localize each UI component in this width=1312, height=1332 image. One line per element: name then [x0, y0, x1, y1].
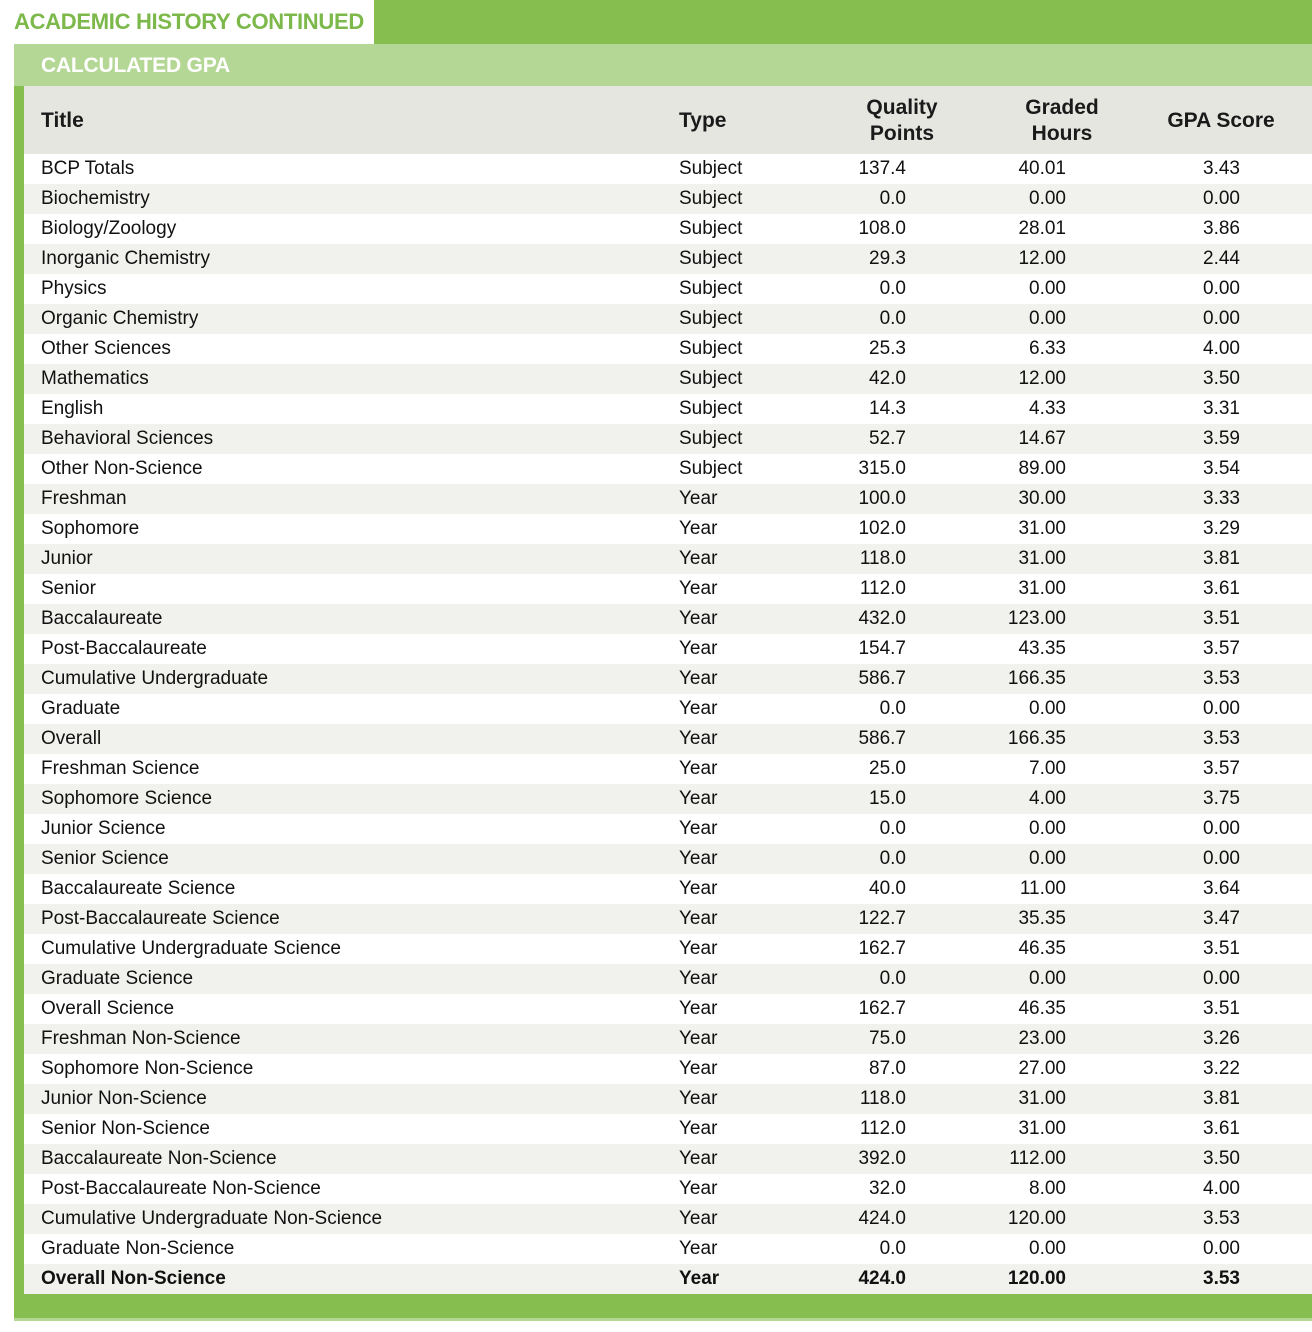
row-graded-hours: 31.00 — [1018, 578, 1066, 599]
row-gpa-score: 3.26 — [1203, 1028, 1240, 1049]
row-quality-points: 15.0 — [869, 788, 906, 809]
row-type: Subject — [679, 278, 743, 299]
row-type: Year — [679, 1148, 718, 1169]
row-graded-hours: 46.35 — [1018, 998, 1066, 1019]
row-gpa-score: 0.00 — [1203, 968, 1240, 989]
row-graded-hours: 40.01 — [1018, 158, 1066, 179]
column-header-gpa-score: GPA Score — [1167, 109, 1275, 132]
row-graded-hours: 23.00 — [1018, 1028, 1066, 1049]
row-graded-hours: 4.33 — [1029, 398, 1066, 419]
row-graded-hours: 46.35 — [1018, 938, 1066, 959]
row-graded-hours: 0.00 — [1029, 188, 1066, 209]
row-graded-hours: 166.35 — [1007, 668, 1066, 689]
column-header-graded-hours-line1: Graded — [1025, 96, 1099, 119]
row-title: Overall Non-Science — [41, 1268, 226, 1289]
table-row — [24, 154, 1312, 184]
row-quality-points: 0.0 — [879, 698, 906, 719]
row-type: Year — [679, 938, 718, 959]
row-quality-points: 137.4 — [858, 158, 906, 179]
row-quality-points: 0.0 — [879, 278, 906, 299]
row-quality-points: 112.0 — [859, 578, 906, 599]
row-graded-hours: 43.35 — [1018, 638, 1066, 659]
row-gpa-score: 3.53 — [1203, 668, 1240, 689]
table-row — [24, 1204, 1312, 1234]
row-type: Year — [679, 1088, 718, 1109]
row-quality-points: 29.3 — [869, 248, 906, 269]
row-type: Year — [679, 878, 718, 899]
row-title: Post-Baccalaureate Non-Science — [41, 1178, 321, 1199]
row-title: Sophomore — [41, 518, 140, 539]
column-header-type: Type — [679, 109, 727, 132]
row-type: Year — [679, 578, 718, 599]
row-type: Year — [679, 1118, 718, 1139]
table-row — [24, 1054, 1312, 1084]
row-graded-hours: 30.00 — [1018, 488, 1066, 509]
table-row — [24, 334, 1312, 364]
section-title: ACADEMIC HISTORY CONTINUED — [14, 9, 364, 34]
row-graded-hours: 6.33 — [1029, 338, 1066, 359]
row-quality-points: 424.0 — [858, 1208, 906, 1229]
table-body — [24, 154, 1312, 1294]
row-type: Subject — [679, 428, 743, 449]
table-row — [24, 934, 1312, 964]
row-title: English — [41, 398, 104, 419]
row-quality-points: 87.0 — [869, 1058, 906, 1079]
row-type: Year — [679, 1178, 718, 1199]
row-type: Year — [679, 548, 718, 569]
table-row — [24, 1264, 1312, 1294]
row-type: Year — [679, 848, 718, 869]
table-row — [24, 814, 1312, 844]
row-type: Subject — [679, 218, 743, 239]
row-quality-points: 162.7 — [858, 998, 906, 1019]
row-gpa-score: 3.64 — [1203, 878, 1240, 899]
row-gpa-score: 2.44 — [1203, 248, 1240, 269]
row-graded-hours: 14.67 — [1018, 428, 1066, 449]
row-gpa-score: 0.00 — [1203, 308, 1240, 329]
row-quality-points: 0.0 — [879, 1238, 906, 1259]
table-row — [24, 754, 1312, 784]
table-row — [24, 994, 1312, 1024]
table-row — [24, 604, 1312, 634]
row-graded-hours: 7.00 — [1029, 758, 1066, 779]
row-gpa-score: 3.43 — [1203, 158, 1240, 179]
row-title: Post-Baccalaureate — [41, 638, 207, 659]
row-title: Graduate — [41, 698, 121, 719]
row-title: Cumulative Undergraduate — [41, 668, 269, 689]
row-title: Baccalaureate Science — [41, 878, 236, 899]
row-graded-hours: 35.35 — [1018, 908, 1066, 929]
row-gpa-score: 3.33 — [1203, 488, 1240, 509]
row-gpa-score: 3.50 — [1203, 368, 1240, 389]
row-title: Sophomore Non-Science — [41, 1058, 254, 1079]
row-type: Subject — [679, 458, 743, 479]
row-title: Mathematics — [41, 368, 149, 389]
row-gpa-score: 3.29 — [1203, 518, 1240, 539]
row-title: Baccalaureate — [41, 608, 163, 629]
row-title: Biology/Zoology — [41, 218, 177, 239]
row-gpa-score: 3.53 — [1203, 1208, 1240, 1229]
row-title: Freshman Science — [41, 758, 200, 779]
row-gpa-score: 3.81 — [1203, 1088, 1240, 1109]
row-type: Subject — [679, 188, 743, 209]
table-row — [24, 484, 1312, 514]
row-graded-hours: 12.00 — [1018, 368, 1066, 389]
row-quality-points: 40.0 — [869, 878, 906, 899]
row-graded-hours: 11.00 — [1019, 878, 1066, 899]
row-title: Cumulative Undergraduate Non-Science — [41, 1208, 383, 1229]
row-gpa-score: 4.00 — [1203, 1178, 1240, 1199]
row-type: Year — [679, 818, 718, 839]
row-gpa-score: 0.00 — [1203, 188, 1240, 209]
row-gpa-score: 3.86 — [1203, 218, 1240, 239]
row-type: Year — [679, 1208, 718, 1229]
row-quality-points: 0.0 — [879, 818, 906, 839]
table-row — [24, 424, 1312, 454]
row-gpa-score: 3.51 — [1203, 608, 1240, 629]
table-row — [24, 874, 1312, 904]
row-title: Junior — [41, 548, 93, 569]
table-row — [24, 784, 1312, 814]
table-row — [24, 394, 1312, 424]
row-type: Year — [679, 1058, 718, 1079]
row-graded-hours: 0.00 — [1029, 308, 1066, 329]
row-type: Subject — [679, 158, 743, 179]
row-gpa-score: 3.51 — [1203, 938, 1240, 959]
panel-title: CALCULATED GPA — [41, 54, 230, 77]
row-title: Freshman — [41, 488, 127, 509]
row-gpa-score: 3.47 — [1203, 908, 1240, 929]
row-quality-points: 154.7 — [858, 638, 906, 659]
row-quality-points: 118.0 — [859, 548, 906, 569]
row-type: Year — [679, 488, 718, 509]
row-type: Year — [679, 968, 718, 989]
row-title: Junior Science — [41, 818, 166, 839]
table-row — [24, 364, 1312, 394]
row-quality-points: 0.0 — [879, 308, 906, 329]
row-quality-points: 122.7 — [858, 908, 906, 929]
row-type: Year — [679, 908, 718, 929]
row-graded-hours: 120.00 — [1007, 1208, 1066, 1229]
row-gpa-score: 0.00 — [1203, 698, 1240, 719]
row-title: Junior Non-Science — [41, 1088, 207, 1109]
row-title: Senior Science — [41, 848, 169, 869]
row-quality-points: 392.0 — [858, 1148, 906, 1169]
row-quality-points: 112.0 — [859, 1118, 906, 1139]
table-row — [24, 214, 1312, 244]
row-gpa-score: 0.00 — [1203, 1238, 1240, 1259]
row-type: Subject — [679, 308, 743, 329]
table-row — [24, 1174, 1312, 1204]
row-gpa-score: 3.61 — [1203, 578, 1240, 599]
row-graded-hours: 28.01 — [1018, 218, 1066, 239]
row-graded-hours: 120.00 — [1007, 1268, 1066, 1289]
table-row — [24, 634, 1312, 664]
row-graded-hours: 8.00 — [1029, 1178, 1066, 1199]
table-row — [24, 574, 1312, 604]
section-header-bar — [374, 0, 1312, 44]
row-gpa-score: 3.61 — [1203, 1118, 1240, 1139]
row-title: Organic Chemistry — [41, 308, 199, 329]
table-row — [24, 964, 1312, 994]
row-title: BCP Totals — [41, 158, 135, 179]
table-row — [24, 1144, 1312, 1174]
row-quality-points: 102.0 — [858, 518, 906, 539]
row-type: Year — [679, 998, 718, 1019]
row-graded-hours: 0.00 — [1029, 698, 1066, 719]
row-quality-points: 118.0 — [859, 1088, 906, 1109]
row-title: Overall — [41, 728, 102, 749]
row-graded-hours: 31.00 — [1018, 1088, 1066, 1109]
row-title: Biochemistry — [41, 188, 150, 209]
row-type: Year — [679, 758, 718, 779]
row-type: Year — [679, 1238, 718, 1259]
row-type: Year — [679, 638, 718, 659]
table-row — [24, 544, 1312, 574]
row-quality-points: 0.0 — [879, 848, 906, 869]
row-gpa-score: 3.53 — [1203, 728, 1240, 749]
row-gpa-score: 4.00 — [1203, 338, 1240, 359]
row-quality-points: 100.0 — [858, 488, 906, 509]
row-quality-points: 25.3 — [869, 338, 906, 359]
row-type: Subject — [679, 398, 743, 419]
table-row — [24, 304, 1312, 334]
row-quality-points: 0.0 — [879, 968, 906, 989]
row-graded-hours: 4.00 — [1029, 788, 1066, 809]
row-title: Inorganic Chemistry — [41, 248, 210, 269]
row-title: Senior Non-Science — [41, 1118, 210, 1139]
table-row — [24, 694, 1312, 724]
column-header-graded-hours — [998, 95, 1126, 147]
table-header — [24, 86, 1312, 154]
row-quality-points: 586.7 — [858, 668, 906, 689]
row-title: Other Sciences — [41, 338, 171, 359]
row-graded-hours: 112.00 — [1009, 1148, 1066, 1169]
table-row — [24, 274, 1312, 304]
row-type: Year — [679, 1028, 718, 1049]
row-type: Subject — [679, 338, 743, 359]
row-gpa-score: 3.75 — [1203, 788, 1240, 809]
row-quality-points: 108.0 — [858, 218, 906, 239]
table-row — [24, 664, 1312, 694]
row-gpa-score: 3.59 — [1203, 428, 1240, 449]
bottom-divider — [14, 1318, 1312, 1321]
table-row — [24, 184, 1312, 214]
row-graded-hours: 123.00 — [1007, 608, 1066, 629]
row-type: Year — [679, 518, 718, 539]
row-quality-points: 14.3 — [869, 398, 906, 419]
row-gpa-score: 0.00 — [1203, 848, 1240, 869]
row-graded-hours: 31.00 — [1018, 1118, 1066, 1139]
table-row — [24, 1114, 1312, 1144]
row-quality-points: 586.7 — [858, 728, 906, 749]
row-type: Year — [679, 608, 718, 629]
row-gpa-score: 3.22 — [1203, 1058, 1240, 1079]
table-row — [24, 1084, 1312, 1114]
row-graded-hours: 89.00 — [1018, 458, 1066, 479]
row-title: Senior — [41, 578, 96, 599]
row-gpa-score: 3.51 — [1203, 998, 1240, 1019]
row-gpa-score: 0.00 — [1203, 818, 1240, 839]
column-header-quality-points-line1: Quality — [866, 96, 938, 119]
row-type: Year — [679, 1268, 720, 1289]
row-gpa-score: 0.00 — [1203, 278, 1240, 299]
row-quality-points: 25.0 — [869, 758, 906, 779]
table-row — [24, 904, 1312, 934]
row-quality-points: 424.0 — [858, 1268, 906, 1289]
section-header — [0, 0, 1312, 44]
row-title: Graduate Non-Science — [41, 1238, 235, 1259]
row-graded-hours: 166.35 — [1007, 728, 1066, 749]
row-gpa-score: 3.54 — [1203, 458, 1240, 479]
table-row — [24, 244, 1312, 274]
panel-header — [14, 44, 1312, 86]
row-gpa-score: 3.31 — [1203, 398, 1240, 419]
row-quality-points: 0.0 — [879, 188, 906, 209]
row-graded-hours: 0.00 — [1029, 848, 1066, 869]
column-header-quality-points — [838, 95, 966, 147]
table-row — [24, 844, 1312, 874]
row-title: Cumulative Undergraduate Science — [41, 938, 341, 959]
row-title: Post-Baccalaureate Science — [41, 908, 280, 929]
row-type: Year — [679, 728, 718, 749]
row-title: Behavioral Sciences — [41, 428, 214, 449]
row-type: Year — [679, 788, 718, 809]
row-quality-points: 432.0 — [858, 608, 906, 629]
row-type: Subject — [679, 248, 743, 269]
row-graded-hours: 12.00 — [1018, 248, 1066, 269]
row-gpa-score: 3.81 — [1203, 548, 1240, 569]
gpa-table — [24, 86, 1312, 1292]
row-graded-hours: 0.00 — [1029, 1238, 1066, 1259]
row-graded-hours: 31.00 — [1018, 548, 1066, 569]
row-graded-hours: 31.00 — [1018, 518, 1066, 539]
row-quality-points: 162.7 — [858, 938, 906, 959]
row-quality-points: 32.0 — [869, 1178, 906, 1199]
row-quality-points: 52.7 — [869, 428, 906, 449]
column-header-graded-hours-line2: Hours — [1031, 122, 1093, 145]
row-graded-hours: 0.00 — [1029, 818, 1066, 839]
row-type: Year — [679, 698, 718, 719]
row-graded-hours: 0.00 — [1029, 968, 1066, 989]
row-quality-points: 75.0 — [869, 1028, 906, 1049]
row-title: Sophomore Science — [41, 788, 213, 809]
calculated-gpa-panel — [14, 44, 1312, 1318]
row-graded-hours: 0.00 — [1029, 278, 1066, 299]
row-gpa-score: 3.57 — [1203, 638, 1240, 659]
table-row — [24, 1024, 1312, 1054]
column-header-quality-points-line2: Points — [869, 122, 935, 145]
row-gpa-score: 3.53 — [1203, 1268, 1240, 1289]
table-row — [24, 1234, 1312, 1264]
row-graded-hours: 27.00 — [1018, 1058, 1066, 1079]
table-row — [24, 454, 1312, 484]
row-title: Freshman Non-Science — [41, 1028, 241, 1049]
row-title: Physics — [41, 278, 107, 299]
table-row — [24, 514, 1312, 544]
row-type: Year — [679, 668, 718, 689]
row-title: Graduate Science — [41, 968, 194, 989]
row-title: Baccalaureate Non-Science — [41, 1148, 277, 1169]
row-gpa-score: 3.57 — [1203, 758, 1240, 779]
row-title: Other Non-Science — [41, 458, 203, 479]
row-quality-points: 315.0 — [858, 458, 906, 479]
row-gpa-score: 3.50 — [1203, 1148, 1240, 1169]
column-header-title: Title — [41, 109, 84, 132]
row-quality-points: 42.0 — [869, 368, 906, 389]
row-type: Subject — [679, 368, 743, 389]
table-row — [24, 724, 1312, 754]
row-title: Overall Science — [41, 998, 175, 1019]
